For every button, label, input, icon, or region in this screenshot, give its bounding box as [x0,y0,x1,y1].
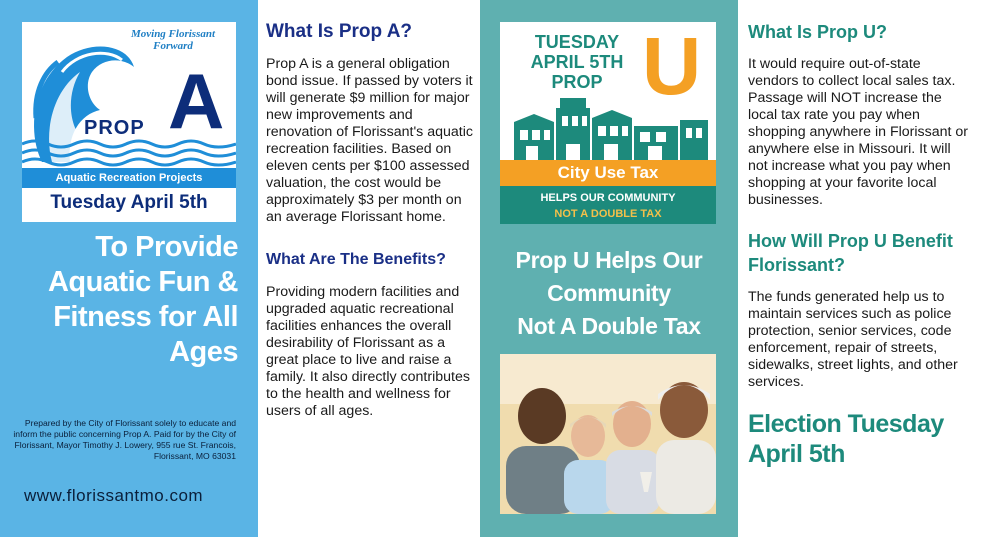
logo-prop-word: PROP [551,72,603,92]
election-date [748,409,973,469]
logo-date [514,32,640,92]
logo-prop-letter: A [168,57,225,145]
logo-date: Tuesday April 5th [50,192,208,213]
prop-a-panel [0,0,258,537]
logo-help-line: NOT A DOUBLE TAX [554,208,662,220]
slogan-line: Community [547,280,671,306]
slogan-line: Aquatic Fun & [47,266,238,298]
seniors-photo [500,354,716,514]
prop-u-info [738,0,981,537]
prop-a-description: Prop A is a general obligation bond issue. If passed by voters it will generate $9 million for major new improvements and renovation of Florissant's aquatic recreation facilities. Based on eleven cents per $100 assessed valuation, the cost would be approximately $3 per month on an average Florissant home. [266,56,473,225]
prop-u-slogan [490,244,728,343]
prop-u-description: It would require out-of-state vendors to collect local sales tax. Passage will NOT increase the local tax rate you pay when shopping anywhere in Florissant or anywhere else in Missouri. It will not increase what you pay when shopping at your favorite local businesses. [748,56,969,208]
prop-a-logo [22,22,236,222]
logo-prop-word: PROP [84,117,145,139]
logo-band: Aquatic Recreation Projects [22,168,236,188]
logo-tagline: Moving Florissant Forward [130,28,216,52]
disclaimer: Prepared by the City of Florissant solely to educate and inform the public concerning Prop A. Paid for by the City of Florissant, Mayor Timothy J. Lowery, 955 rue St. Francois, Florissant, MO 63031 [13,418,236,461]
prop-u-benefits: The funds generated help us to maintain services such as police protection, senior services, code enforcement, repair of streets, sidewalks, street lights, and other services. [748,289,958,390]
prop-u-panel [480,0,738,537]
prop-a-info [258,0,480,537]
logo-help-band [500,186,716,224]
heading-what-is-prop-u: What Is Prop U? [748,22,887,42]
election-line: April 5th [748,440,845,468]
slogan-line: Ages [169,336,238,368]
aquatic-slogan [10,230,238,370]
logo-band: City Use Tax [500,160,716,186]
logo-date-line: TUESDAY [534,32,620,52]
election-line: Election Tuesday [748,410,944,438]
slogan-line: Fitness for All [53,301,238,333]
storefront-icon [500,92,716,160]
slogan-line: Prop U Helps Our [515,247,703,273]
heading-benefits: What Are The Benefits? [266,251,446,268]
seniors-photo-illustration [500,354,716,514]
slogan-line: To Provide [95,231,238,263]
logo-help-line: HELPS OUR COMMUNITY [540,192,676,204]
website-link[interactable]: www.florissantmo.com [24,486,204,505]
heading-how-benefit: How Will Prop U Benefit Florissant? [748,231,953,275]
heading-what-is-prop-a: What Is Prop A? [266,21,413,42]
logo-prop-letter: U [642,22,702,112]
slogan-line: Not A Double Tax [517,313,701,339]
logo-date-line: APRIL 5TH [530,52,624,72]
prop-u-logo [500,22,716,224]
prop-a-benefits: Providing modern facilities and upgraded aquatic recreational facilities enhances the overall desirability of Florissant as a great place to live and raise a family. It also directly contributes to the health and wellness for users of all ages. [266,284,470,419]
